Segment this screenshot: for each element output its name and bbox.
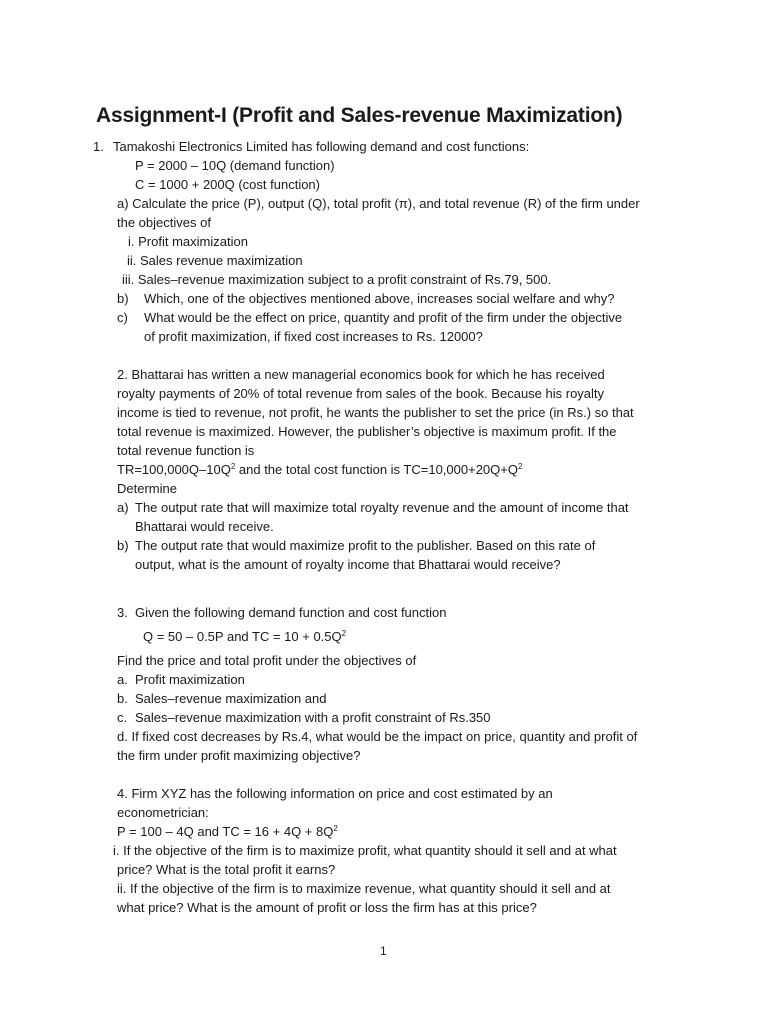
question-3d-line-2: the firm under profit maximizing objective? — [117, 748, 361, 763]
question-4i-line-1: i. If the objective of the firm is to maximize profit, what quantity should it sell and at what — [113, 843, 617, 858]
question-2-line-3: income is tied to revenue, not profit, he wants the publisher to set the price (in Rs.) so that — [117, 405, 634, 420]
question-4ii-line-2: what price? What is the amount of profit or loss the firm has at this price? — [117, 900, 537, 915]
question-1a-iii: iii. Sales–revenue maximization subject to a profit constraint of Rs.79, 500. — [122, 272, 552, 287]
page-number: 1 — [380, 944, 387, 958]
question-4-line-1: 4. Firm XYZ has the following information on price and cost estimated by an — [117, 786, 553, 801]
question-1b-text: Which, one of the objectives mentioned above, increases social welfare and why? — [144, 291, 615, 306]
question-1a-i: i. Profit maximization — [128, 234, 248, 249]
question-2b-line-1: The output rate that would maximize profit to the publisher. Based on this rate of — [135, 538, 596, 553]
demand-cost-equation: Q = 50 – 0.5P and TC = 10 + 0.5Q — [143, 629, 342, 644]
question-4i-line-2: price? What is the total profit it earns? — [117, 862, 336, 877]
question-2-line-5: total revenue function is — [117, 443, 255, 458]
page-title: Assignment-I (Profit and Sales-revenue Maximization) — [96, 104, 623, 127]
question-2b-label: b) — [117, 538, 129, 553]
demand-function: P = 2000 – 10Q (demand function) — [135, 158, 335, 173]
question-3-equation — [143, 627, 346, 646]
question-3-find: Find the price and total profit under the objectives of — [117, 653, 417, 668]
question-1b-label: b) — [117, 291, 129, 306]
determine-label: Determine — [117, 481, 177, 496]
question-3a-text: Profit maximization — [135, 672, 245, 687]
superscript-two: 2 — [517, 462, 523, 471]
question-2-line-2: royalty payments of 20% of total revenue from sales of the book. Because his royalty — [117, 386, 605, 401]
question-3c-label: c. — [117, 710, 128, 725]
question-1-intro: Tamakoshi Electronics Limited has following demand and cost functions: — [113, 139, 530, 154]
question-2-line-4: total revenue is maximized. However, the publisher’s objective is maximum profit. If the — [117, 424, 617, 439]
question-3c-text: Sales–revenue maximization with a profit constraint of Rs.350 — [135, 710, 491, 725]
question-3-number: 3. — [117, 605, 128, 620]
question-3b-label: b. — [117, 691, 128, 706]
cost-function: C = 1000 + 200Q (cost function) — [135, 177, 320, 192]
question-2a-label: a) — [117, 500, 129, 515]
price-cost-equation: P = 100 – 4Q and TC = 16 + 4Q + 8Q — [117, 824, 334, 839]
question-1-number: 1. — [93, 139, 104, 154]
superscript-two: 2 — [230, 462, 236, 471]
question-2a-line-1: The output rate that will maximize total royalty revenue and the amount of income that — [135, 500, 629, 515]
question-4-line-2: econometrician: — [117, 805, 209, 820]
question-3d-line-1: d. If fixed cost decreases by Rs.4, what would be the impact on price, quantity and profit of — [117, 729, 638, 744]
question-4ii-line-1: ii. If the objective of the firm is to maximize revenue, what quantity should it sell and at — [117, 881, 611, 896]
question-1c-line-2: of profit maximization, if fixed cost increases to Rs. 12000? — [144, 329, 483, 344]
question-1c-label: c) — [117, 310, 128, 325]
superscript-two: 2 — [341, 629, 347, 638]
question-4-equation — [117, 822, 338, 841]
question-1a-line-1: a) Calculate the price (P), output (Q), total profit (π), and total revenue (R) of the firm under — [117, 196, 640, 211]
total-revenue-function: TR=100,000Q–10Q — [117, 462, 231, 477]
question-1a-ii: ii. Sales revenue maximization — [127, 253, 303, 268]
question-3-intro: Given the following demand function and cost function — [135, 605, 447, 620]
question-2-line-1: 2. Bhattarai has written a new managerial economics book for which he has received — [117, 367, 605, 382]
question-3b-text: Sales–revenue maximization and — [135, 691, 327, 706]
revenue-cost-functions — [117, 460, 522, 479]
question-2b-line-2: output, what is the amount of royalty income that Bhattarai would receive? — [135, 557, 561, 572]
question-2a-line-2: Bhattarai would receive. — [135, 519, 274, 534]
superscript-two: 2 — [333, 824, 338, 833]
question-3a-label: a. — [117, 672, 128, 687]
total-cost-function: and the total cost function is TC=10,000+20Q+Q — [235, 462, 518, 477]
question-1c-line-1: What would be the effect on price, quantity and profit of the firm under the objective — [144, 310, 623, 325]
question-1a-line-2: the objectives of — [117, 215, 211, 230]
